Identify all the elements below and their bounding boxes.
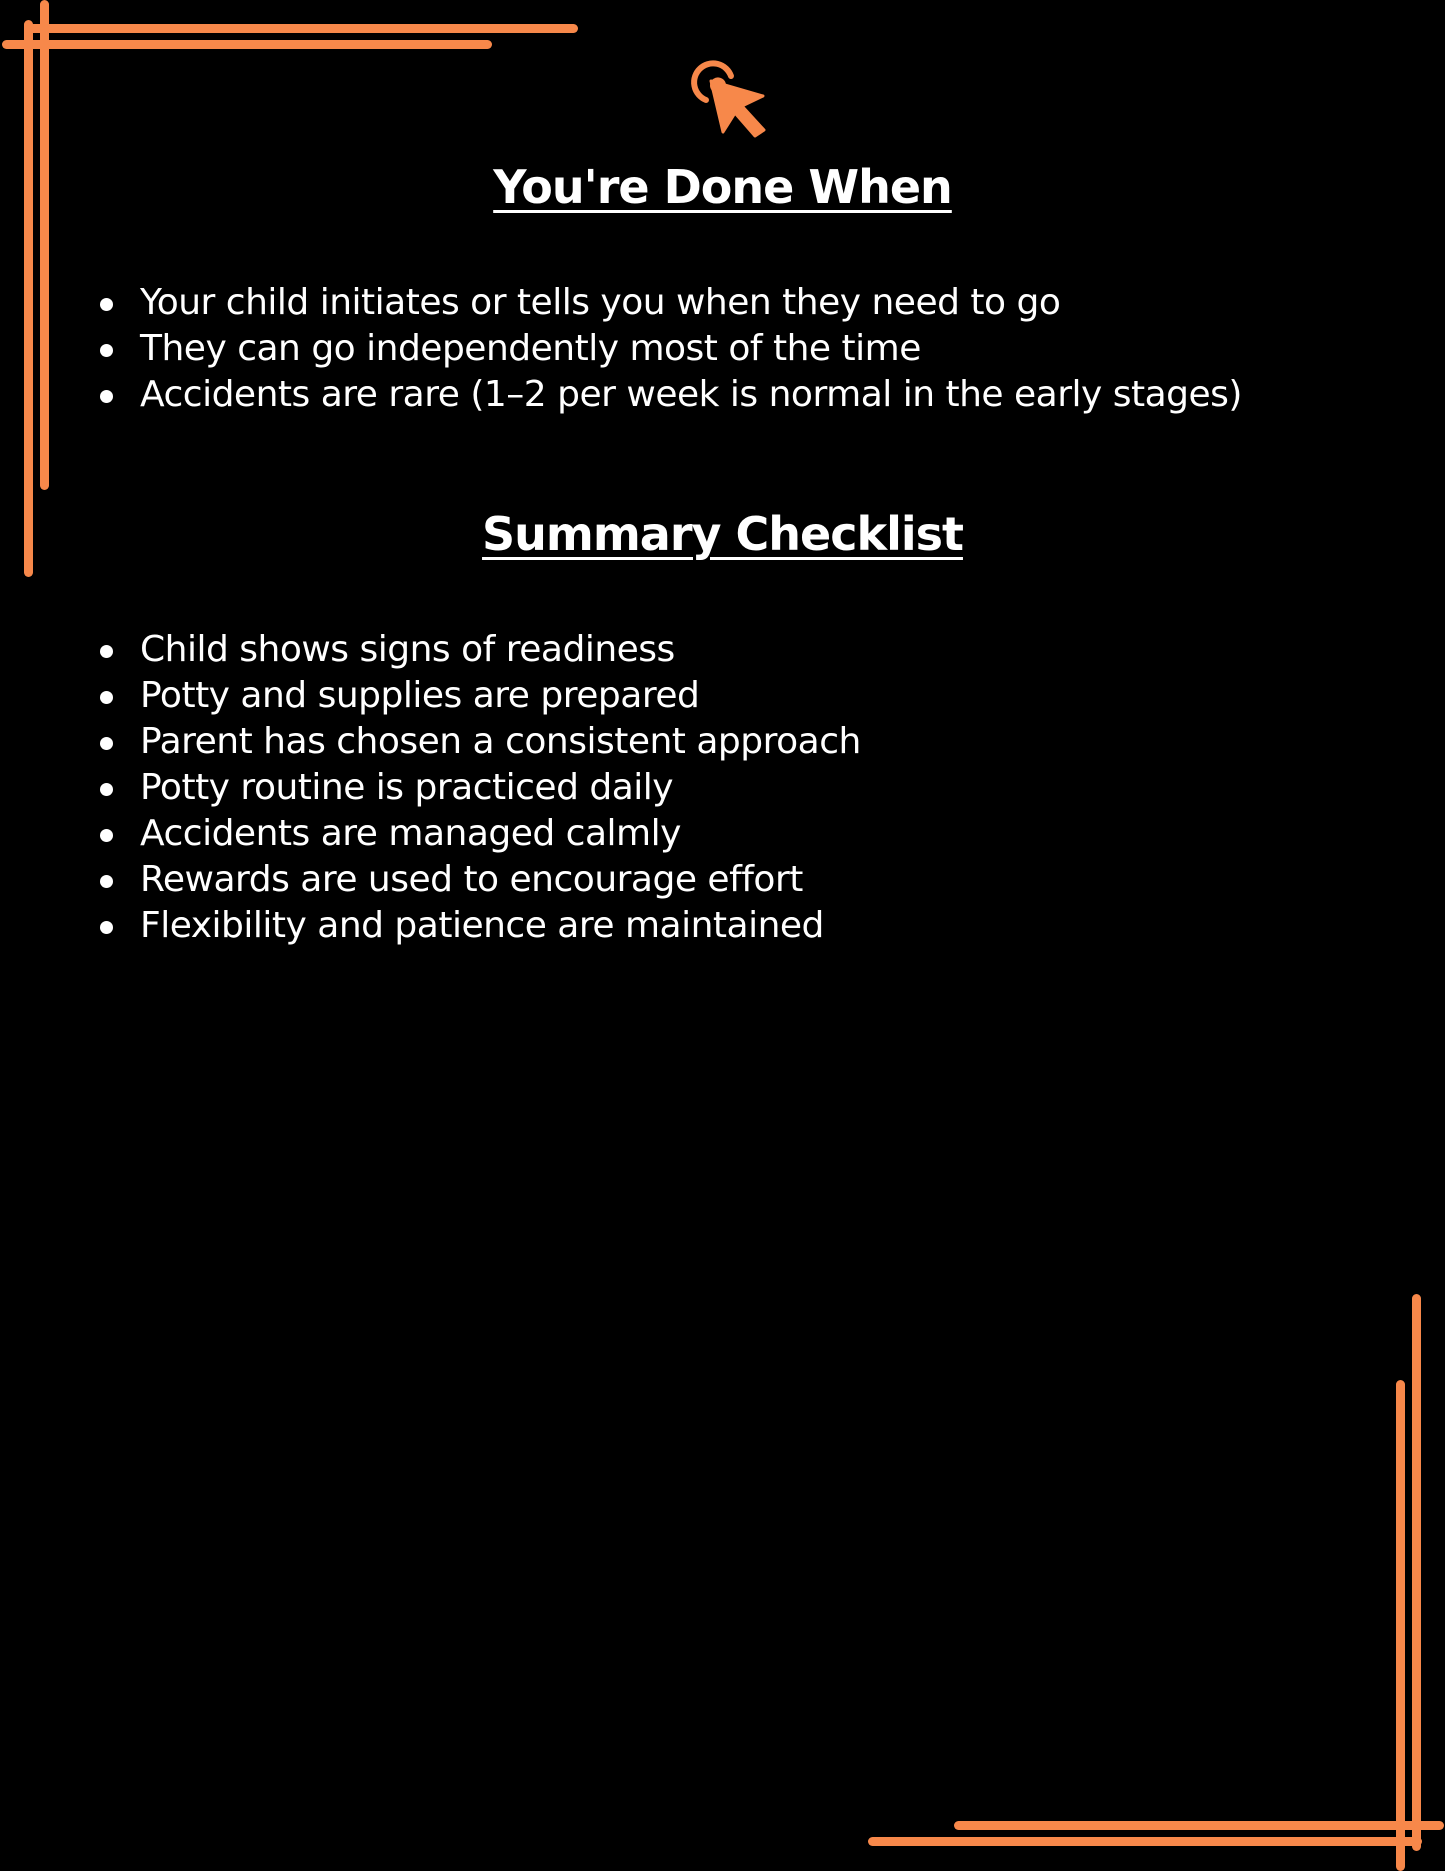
frame-top-left-vertical-long <box>24 20 33 577</box>
frame-bottom-right-vertical-short <box>1396 1380 1405 1871</box>
frame-top-left-horizontal-long <box>24 24 578 33</box>
section-title-done-when: You're Done When <box>493 160 952 214</box>
frame-top-left-vertical-short <box>40 0 49 490</box>
frame-top-left-horizontal-short <box>2 40 492 49</box>
click-pointer-icon <box>678 48 768 138</box>
done-when-list <box>100 280 1242 418</box>
list-item: Accidents are managed calmly <box>140 811 861 857</box>
list-item: Potty routine is practiced daily <box>140 765 861 811</box>
section-title-summary-checklist: Summary Checklist <box>482 507 963 561</box>
frame-bottom-right-vertical-long <box>1412 1294 1421 1851</box>
list-item: Flexibility and patience are maintained <box>140 903 861 949</box>
list-item: They can go independently most of the time <box>140 326 1242 372</box>
list-item: Potty and supplies are prepared <box>140 673 861 719</box>
list-item: Rewards are used to encourage effort <box>140 857 861 903</box>
frame-bottom-right-horizontal-long <box>868 1837 1422 1846</box>
list-item: Parent has chosen a consistent approach <box>140 719 861 765</box>
summary-checklist-list <box>100 627 861 949</box>
list-item: Child shows signs of readiness <box>140 627 861 673</box>
frame-bottom-right-horizontal-short <box>954 1821 1444 1830</box>
list-item: Your child initiates or tells you when they need to go <box>140 280 1242 326</box>
list-item: Accidents are rare (1–2 per week is normal in the early stages) <box>140 372 1242 418</box>
